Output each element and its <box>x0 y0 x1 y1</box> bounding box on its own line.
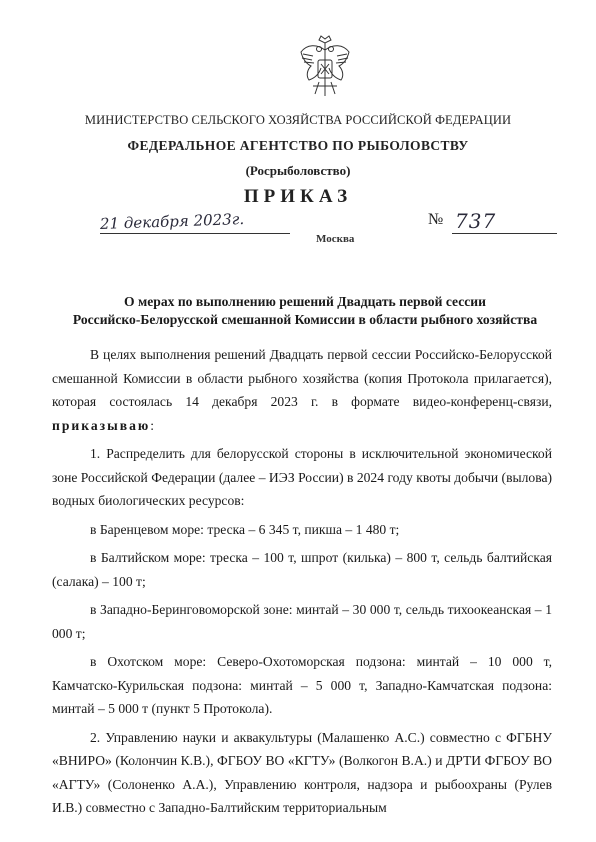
number-label: № <box>428 211 444 228</box>
subject-line-2: Российско-Белорусской смешанной Комиссии в области рыбного хозяйства <box>72 312 538 327</box>
subject-line-1: О мерах по выполнению решений Двадцать первой сессии <box>124 294 486 309</box>
intro-text: В целях выполнения решений Двадцать первой сессии Российско-Белорусской смешанной Комиссии в области рыбного хозяйства (копия Протокола прилагается), которая состоялась 14 декабря 2023 г. в формате видео-конференц-связи, <box>52 347 552 409</box>
document-type-title: ПРИКАЗ <box>243 186 353 207</box>
item-1-paragraph: 1. Распределить для белорусской стороны в исключительной экономической зоне Российской Федерации (далее – ИЭЗ России) в 2024 году квоты добычи (вылова) водных биологических ресурсов: <box>52 446 552 508</box>
handwritten-date: 21 декабря 2023г. <box>99 209 245 233</box>
intro-paragraph <box>52 343 552 437</box>
handwritten-order-number: 737 <box>455 209 497 233</box>
item-2-paragraph: 2. Управлению науки и аквакультуры (Малашенко А.С.) совместно с ФГБНУ «ВНИРО» (Колончин К.В.), ФГБОУ ВО «КГТУ» (Волкогон В.А.) и ДРТИ ФГБОУ ВО «АГТУ» (Солоненко А.А.), Управлению контроля, надзора и рыбоохраны (Рулев И.В.) совместно с Западно-Балтийским территориальным <box>52 729 552 815</box>
item-1-west-bering-zone: в Западно-Беринговоморской зоне: минтай – 30 000 т, сельдь тихоокеанская – 1 000 т; <box>52 602 552 641</box>
order-keyword: приказываю <box>52 417 151 433</box>
date-underline <box>100 233 290 234</box>
coat-of-arms-emblem <box>297 34 353 100</box>
agency-name: ФЕДЕРАЛЬНОЕ АГЕНТСТВО ПО РЫБОЛОВСТВУ <box>127 138 469 153</box>
order-subject <box>40 293 570 329</box>
item-1-okhotsk-sea: в Охотском море: Северо-Охотоморская подзона: минтай – 10 000 т, Камчатско-Курильская подзона: минтай – 5 000 т, Западно-Камчатская подзона: минтай – 5 000 т (пункт 5 Протокола). <box>52 654 552 716</box>
intro-colon: : <box>150 417 155 433</box>
number-underline <box>452 233 557 234</box>
item-1-barents-sea: в Баренцевом море: треска – 6 345 т, пикша – 1 480 т; <box>90 521 400 537</box>
item-1-baltic-sea: в Балтийском море: треска – 100 т, шпрот (килька) – 800 т, сельдь балтийская (салака) – 100 т; <box>52 550 552 589</box>
ministry-name: МИНИСТЕРСТВО СЕЛЬСКОГО ХОЗЯЙСТВА РОССИЙСКОЙ ФЕДЕРАЦИИ <box>84 113 512 127</box>
agency-short-name: (Росрыболовство) <box>245 163 351 178</box>
order-body <box>52 343 552 820</box>
city-label: Москва <box>316 233 355 245</box>
